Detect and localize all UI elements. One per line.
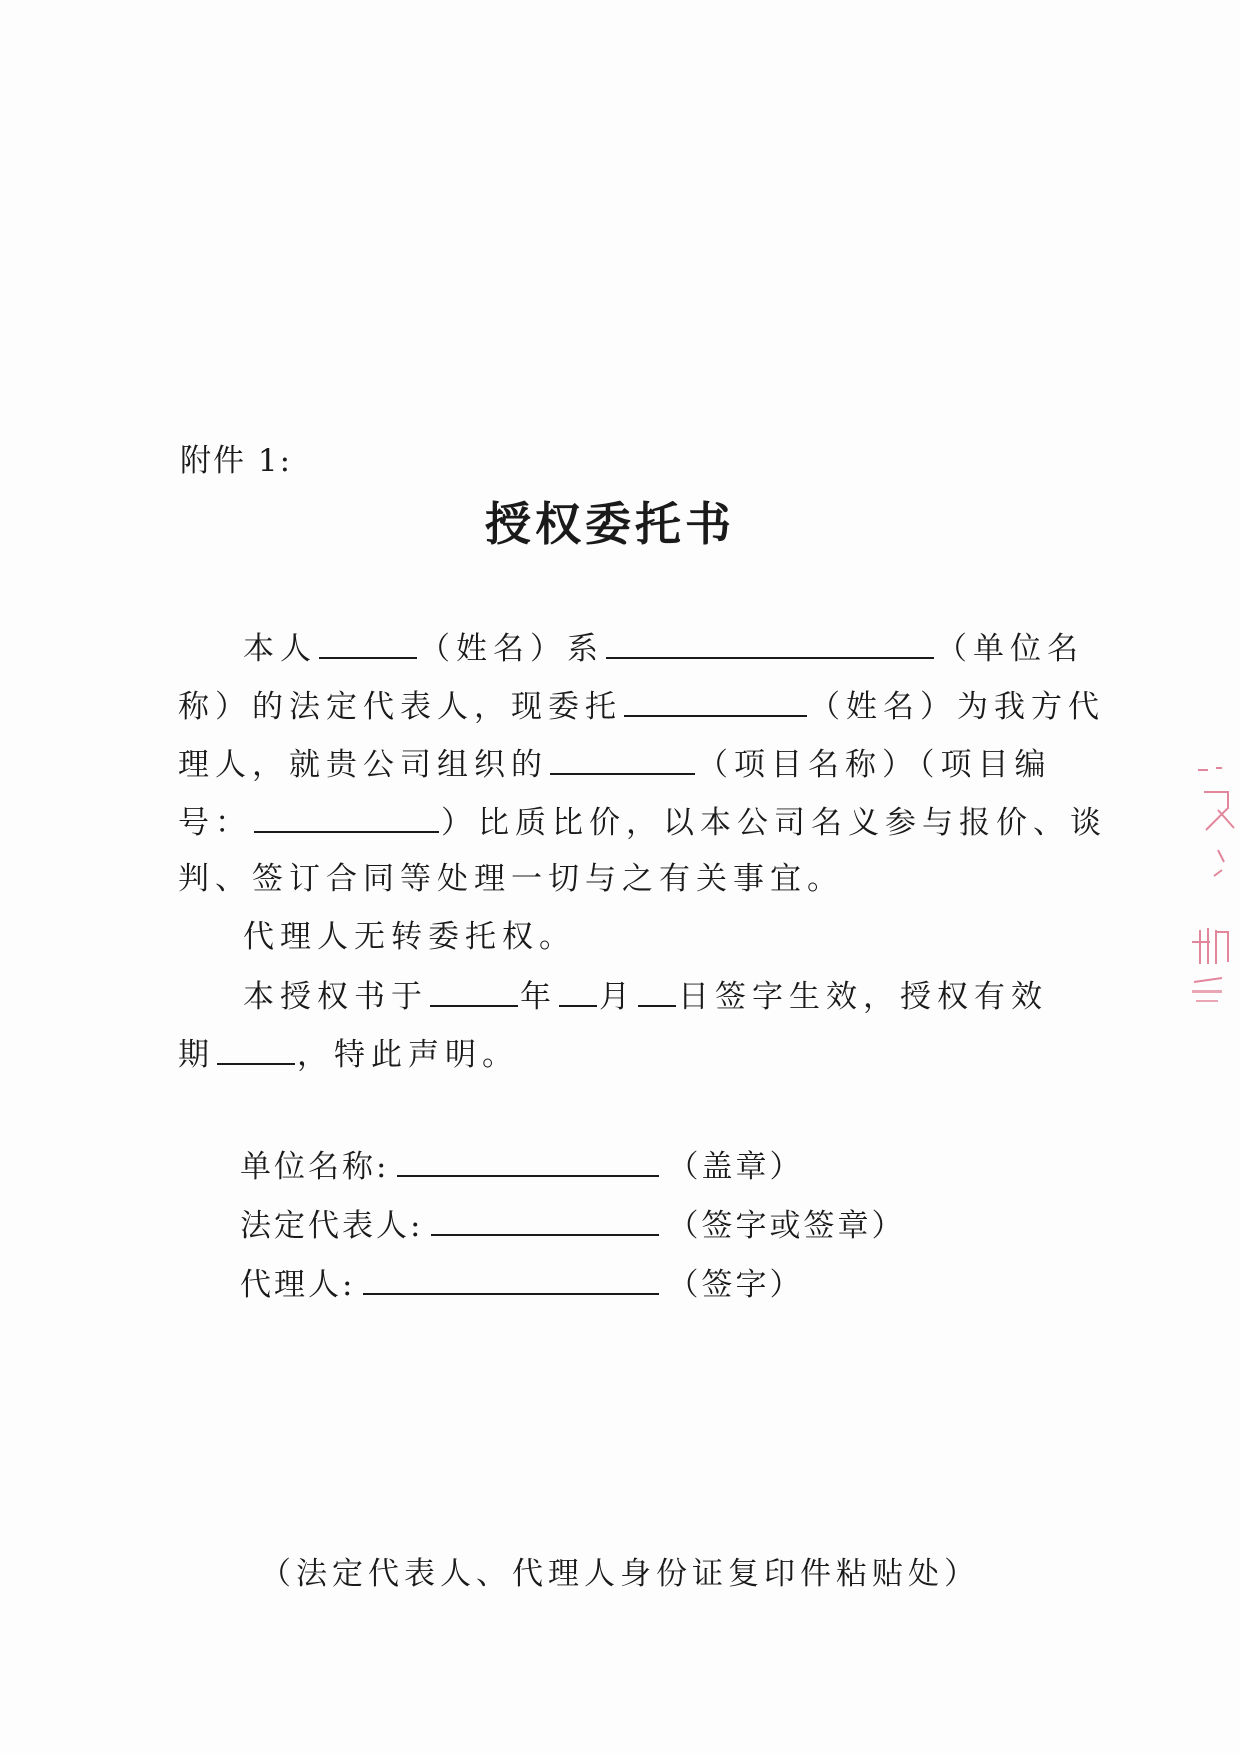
agent-signature-field[interactable] (363, 1263, 659, 1295)
legal-rep-label: 法定代表人: (240, 1208, 424, 1244)
unit-name-label: 单位名称: (240, 1149, 390, 1185)
day-blank[interactable] (638, 975, 676, 1007)
legal-rep-signature-row (240, 1204, 905, 1246)
seal-stamp-graphic (1178, 750, 1240, 1020)
unit-name-blank[interactable] (606, 627, 934, 659)
body-line-5: 判、签订合同等处理一切与之有关事宜。 (178, 861, 844, 897)
agent-signature-row (240, 1263, 803, 1305)
unit-seal-note: （盖章） (667, 1149, 804, 1185)
body-line-1: 本人 （姓名）系 （单位名 (243, 627, 1084, 669)
attachment-label: 附件 1: (180, 443, 293, 479)
agent-signature-note: （签字） (667, 1267, 804, 1303)
body-line-3: 理人，就贵公司组织的 （项目名称）（项目编 (178, 743, 1052, 785)
year-blank[interactable] (430, 975, 518, 1007)
body-line-7: 本授权书于 年 月 日签字生效，授权有效 (243, 975, 1048, 1017)
agent-name-blank[interactable] (624, 685, 807, 717)
unit-name-signature-row (240, 1145, 803, 1187)
legal-rep-note: （签字或签章） (667, 1208, 906, 1244)
project-number-blank[interactable] (254, 801, 439, 833)
name-blank[interactable] (319, 627, 417, 659)
month-blank[interactable] (559, 975, 597, 1007)
body-line-4: 号： ）比质比价，以本公司名义参与报价、谈 (178, 801, 1107, 843)
validity-period-blank[interactable] (217, 1033, 295, 1065)
id-copy-paste-area-label: （法定代表人、代理人身份证复印件粘贴处） (260, 1556, 980, 1592)
unit-name-signature-field[interactable] (397, 1145, 659, 1177)
project-name-blank[interactable] (550, 743, 695, 775)
body-line-8: 期 ，特此声明。 (178, 1033, 519, 1075)
seal-stamp-fragment (1178, 750, 1240, 1020)
body-line-6: 代理人无转委托权。 (243, 919, 576, 955)
body-line-2: 称）的法定代表人，现委托 （姓名）为我方代 (178, 685, 1105, 727)
agent-label: 代理人: (240, 1267, 356, 1303)
document-title: 授权委托书 (485, 497, 735, 551)
legal-rep-signature-field[interactable] (431, 1204, 659, 1236)
